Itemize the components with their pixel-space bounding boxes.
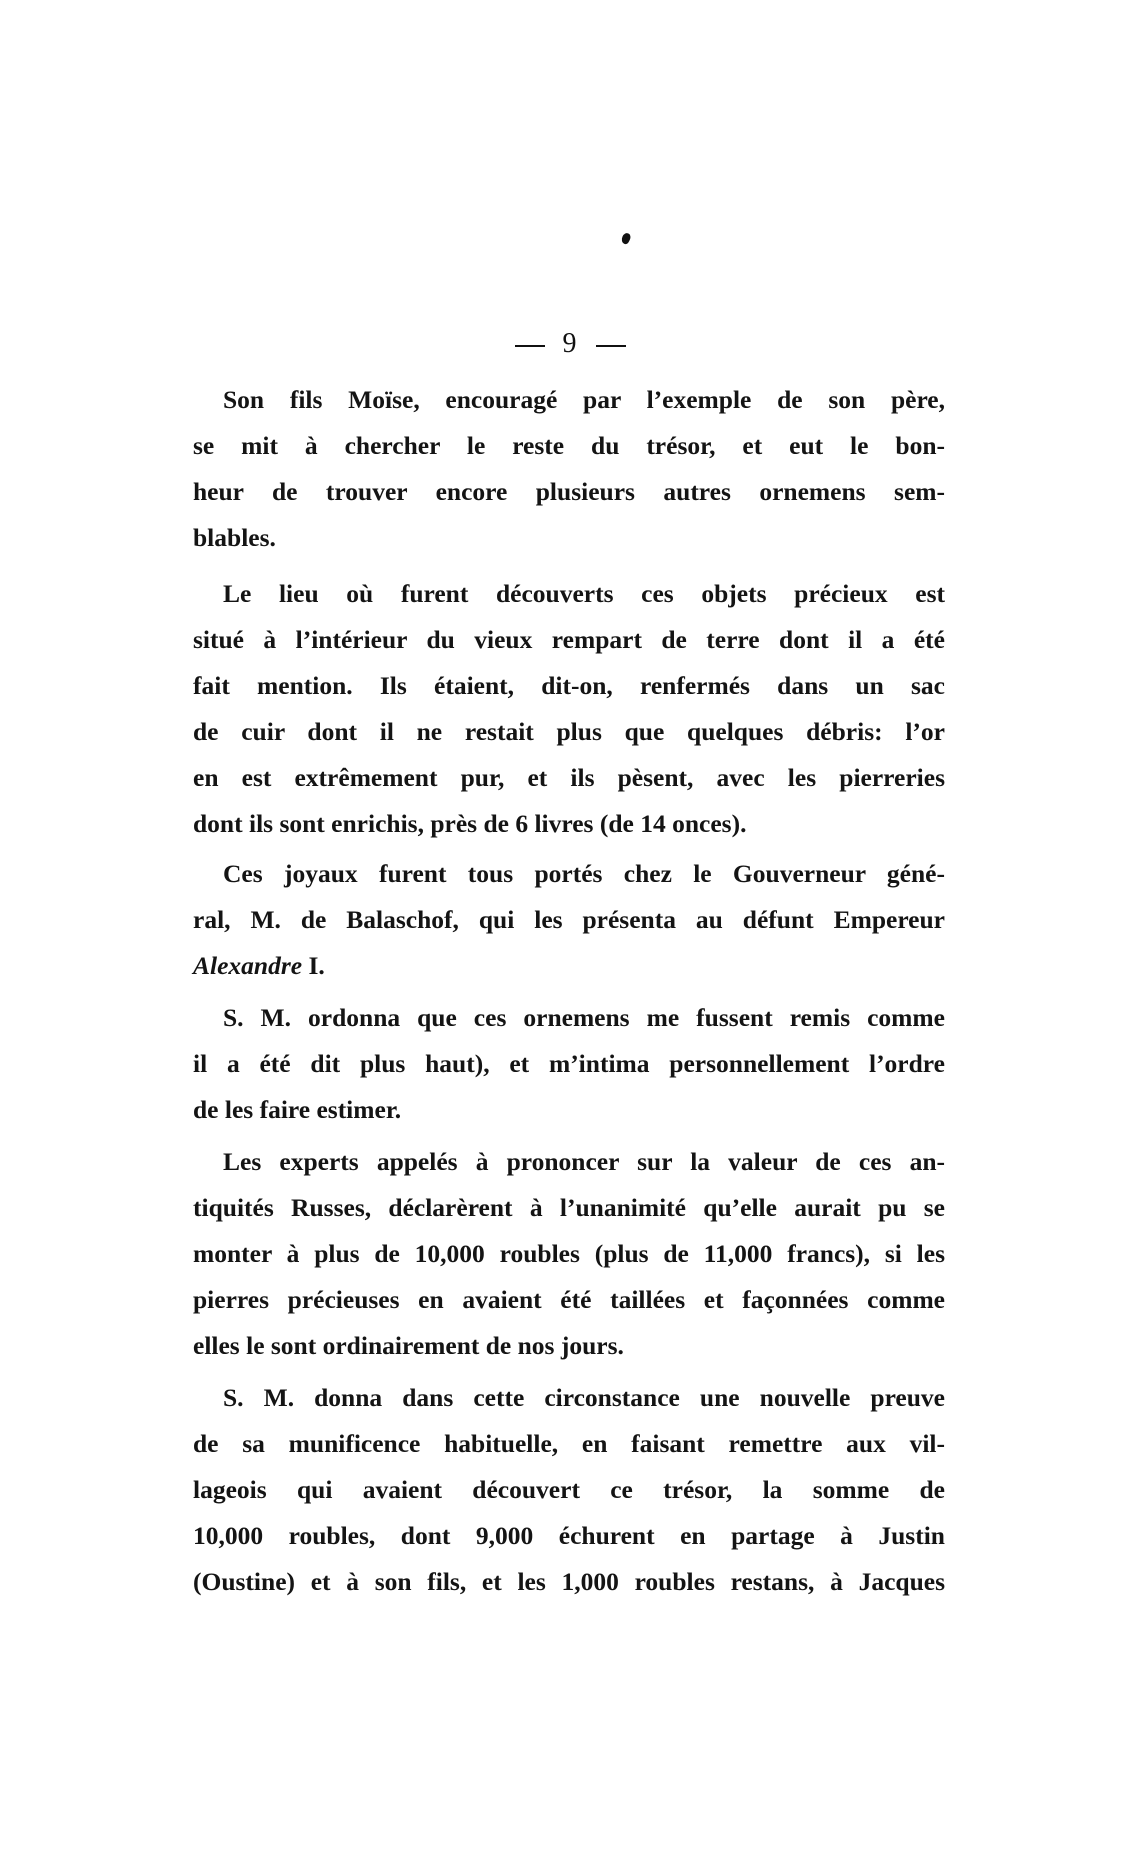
text-line: ral, M. de Balaschof, qui les présenta au défunt Empereur — [193, 905, 945, 934]
text-line: il a été dit plus haut), et m’intima personnellement l’ordre — [193, 1049, 945, 1078]
text-line: dont ils sont enrichis, près de 6 livres (de 14 onces). — [193, 809, 747, 838]
text-line: de sa munificence habituelle, en faisant remettre aux vil- — [193, 1429, 945, 1458]
text-line: pierres précieuses en avaient été taillées et façonnées comme — [193, 1285, 945, 1314]
text-line: de les faire estimer. — [193, 1095, 402, 1124]
text-line: (Oustine) et à son fils, et les 1,000 roubles restans, à Jacques — [193, 1567, 945, 1596]
text-line: de cuir dont il ne restait plus que quelques débris: l’or — [193, 717, 945, 746]
ink-speck — [620, 232, 632, 245]
text-line — [193, 943, 945, 989]
page-number — [0, 328, 1140, 360]
paragraph-3 — [193, 851, 945, 989]
dash-right — [596, 345, 626, 347]
text-line: elles le sont ordinairement de nos jours. — [193, 1331, 624, 1360]
text-line: S. M. ordonna que ces ornemens me fussent remis comme — [223, 1003, 945, 1032]
paragraph-5 — [193, 1139, 945, 1369]
text-line: se mit à chercher le reste du trésor, et eut le bon- — [193, 431, 945, 460]
text-line: tiquités Russes, déclarèrent à l’unanimité qu’elle aurait pu se — [193, 1193, 945, 1222]
paragraph-4 — [193, 995, 945, 1133]
paragraph-1 — [193, 377, 945, 561]
dash-left — [515, 345, 545, 347]
text-line: situé à l’intérieur du vieux rempart de terre dont il a été — [193, 625, 945, 654]
text-line: Les experts appelés à prononcer sur la valeur de ces an- — [223, 1147, 945, 1176]
text-line: blables. — [193, 523, 276, 552]
paragraph-2 — [193, 571, 945, 847]
text-line: fait mention. Ils étaient, dit-on, renfermés dans un sac — [193, 671, 945, 700]
page-number-value: 9 — [562, 328, 578, 359]
text-line: 10,000 roubles, dont 9,000 échurent en partage à Justin — [193, 1521, 945, 1550]
text-line: en est extrêmement pur, et ils pèsent, avec les pierreries — [193, 763, 945, 792]
text-line: lageois qui avaient découvert ce trésor, la somme de — [193, 1475, 945, 1504]
text-line: Le lieu où furent découverts ces objets précieux est — [223, 579, 945, 608]
text-line: heur de trouver encore plusieurs autres ornemens sem- — [193, 477, 945, 506]
paragraph-6 — [193, 1375, 945, 1605]
text-line: S. M. donna dans cette circonstance une nouvelle preuve — [223, 1383, 945, 1412]
text-line: Ces joyaux furent tous portés chez le Gouverneur géné- — [223, 859, 945, 888]
text-line: Son fils Moïse, encouragé par l’exemple de son père, — [223, 385, 945, 414]
text-line: monter à plus de 10,000 roubles (plus de 11,000 francs), si les — [193, 1239, 945, 1268]
regnal-number: I. — [302, 951, 325, 980]
italic-name: Alexandre — [193, 951, 303, 980]
